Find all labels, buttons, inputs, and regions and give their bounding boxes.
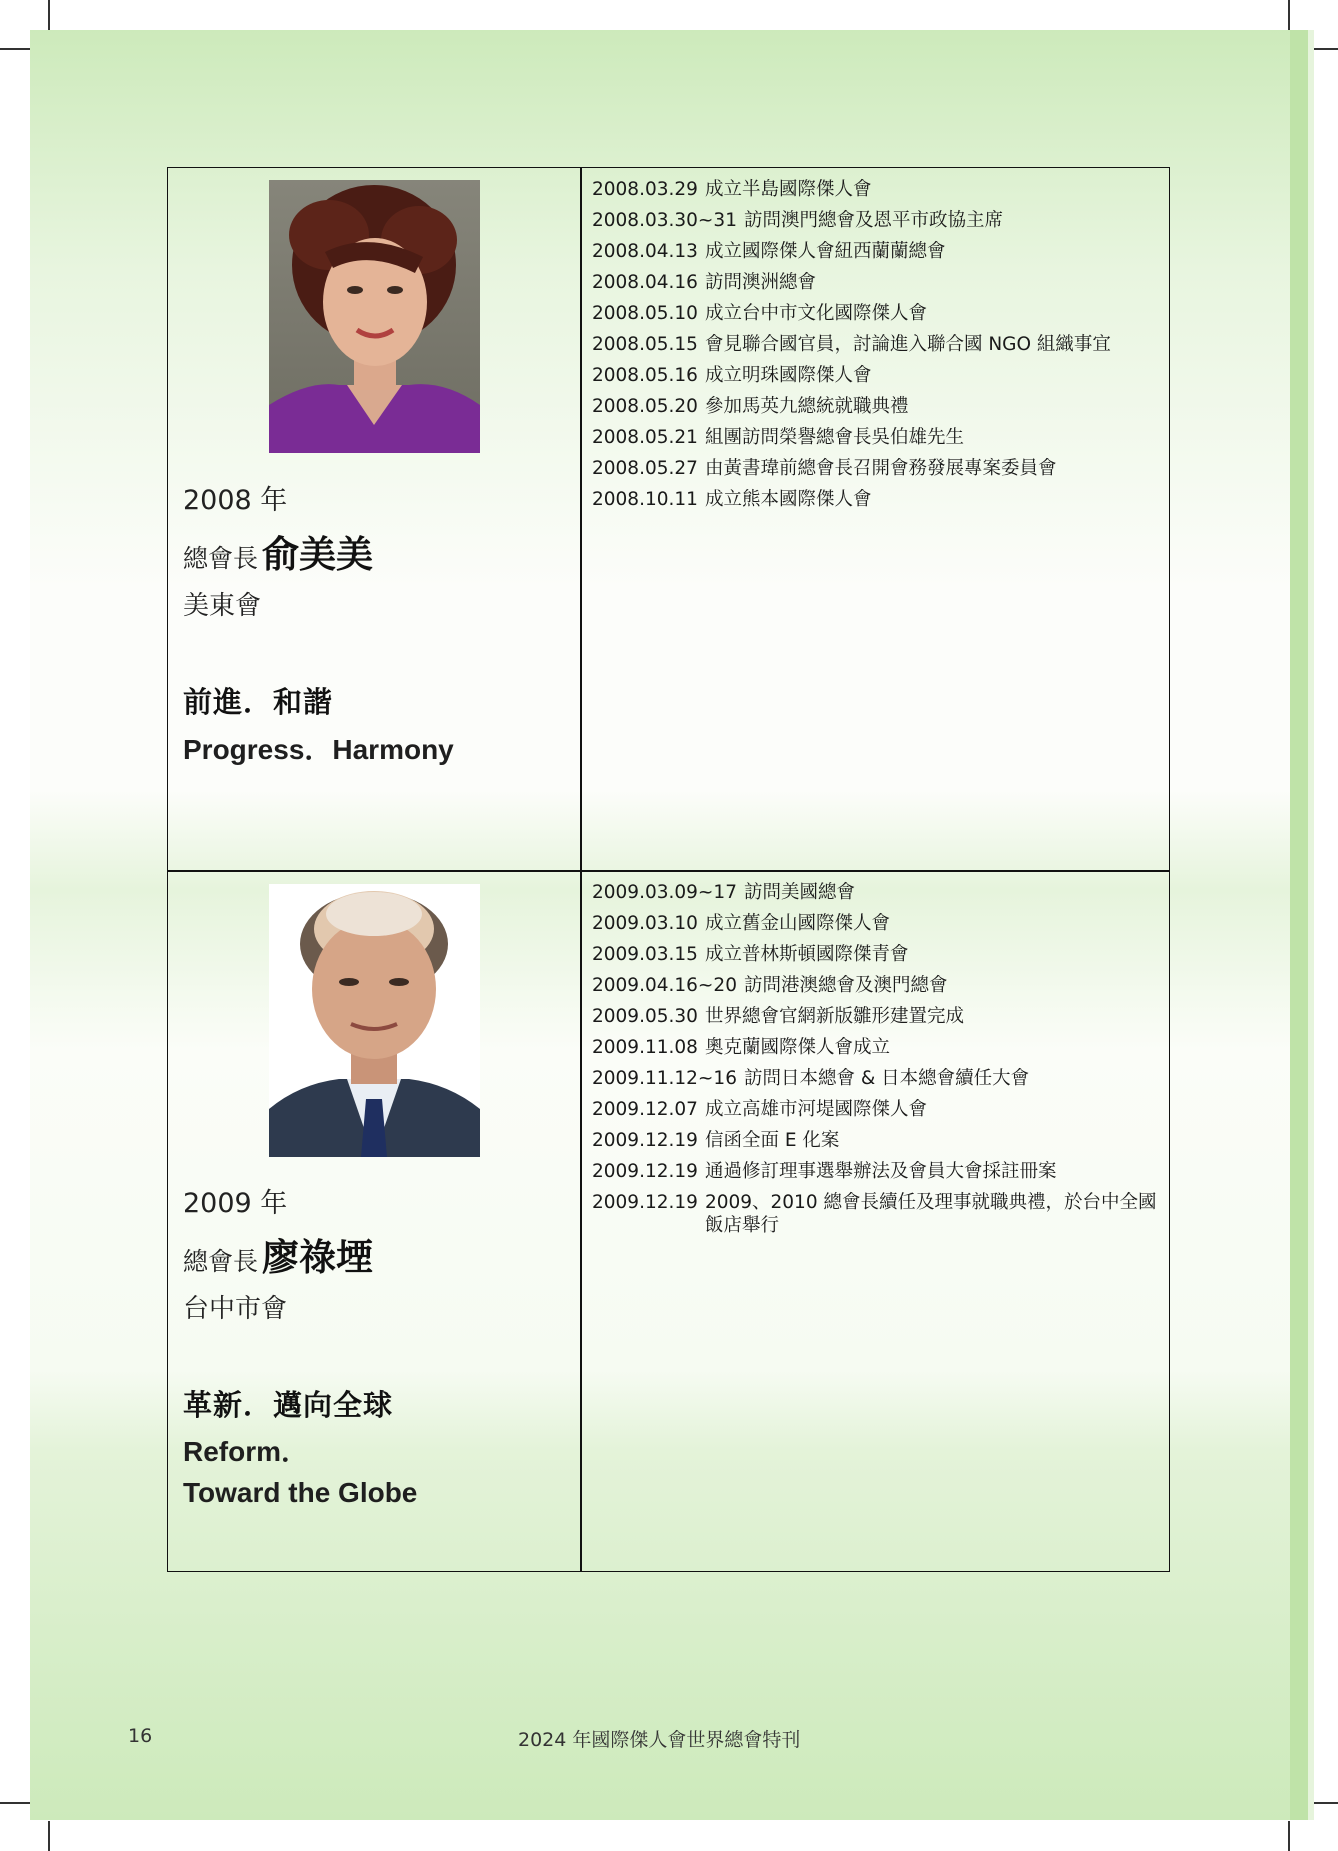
- president-photo: [269, 884, 480, 1157]
- list-item: 2009.12.19 通過修訂理事選舉辦法及會員大會採註冊案: [592, 1161, 1057, 1182]
- crop-mark: [1288, 1821, 1290, 1851]
- publication-title: 2024 年國際傑人會世界總會特刊: [518, 1729, 801, 1751]
- list-item: 2008.05.20 參加馬英九總統就職典禮: [592, 396, 909, 417]
- list-item: 2008.05.16 成立明珠國際傑人會: [592, 365, 872, 386]
- event-list: [592, 881, 1162, 1245]
- motto-english-line1: Reform．: [183, 1436, 310, 1467]
- list-item: 2008.05.15 會見聯合國官員，討論進入聯合國 NGO 組織事宜: [592, 334, 1111, 355]
- crop-mark: [48, 0, 50, 30]
- club-name: 台中市會: [183, 1294, 288, 1324]
- president-line: [183, 524, 373, 578]
- motto-english: Progress．Harmony: [183, 734, 454, 765]
- list-item: 2009.12.19 2009、2010 總會長續任及理事就職典禮，於台中全國飯店舉行: [592, 1192, 1157, 1236]
- term-year: 2008 年: [183, 485, 288, 516]
- list-item: 2008.04.13 成立國際傑人會紐西蘭蘭總會: [592, 241, 946, 262]
- list-item: 2009.05.30 世界總會官網新版雛形建置完成: [592, 1006, 964, 1027]
- list-item: 2008.04.16 訪問澳洲總會: [592, 272, 816, 293]
- list-item: 2008.03.30~31 訪問澳門總會及恩平市政協主席: [592, 210, 1003, 231]
- president-line: [183, 1227, 373, 1281]
- list-item: 2009.03.10 成立舊金山國際傑人會: [592, 913, 890, 934]
- motto-chinese: 革新．邁向全球: [183, 1388, 394, 1422]
- president-name: 俞美美: [262, 533, 374, 576]
- crop-mark: [0, 1802, 30, 1804]
- list-item: 2009.04.16~20 訪問港澳總會及澳門總會: [592, 975, 948, 996]
- list-item: 2009.03.15 成立普林斯頓國際傑青會: [592, 944, 909, 965]
- list-item: 2009.12.07 成立高雄市河堤國際傑人會: [592, 1099, 927, 1120]
- club-name: 美東會: [183, 591, 262, 621]
- crop-mark: [0, 48, 30, 50]
- table-row-divider: [167, 870, 1170, 872]
- president-title-label: 總會長: [183, 544, 259, 573]
- list-item: 2008.10.11 成立熊本國際傑人會: [592, 489, 872, 510]
- page-number: 16: [128, 1725, 153, 1747]
- page-edge-bar: [1290, 30, 1308, 1820]
- crop-mark: [48, 1821, 50, 1851]
- president-name: 廖祿堙: [262, 1236, 374, 1279]
- list-item: 2009.11.08 奧克蘭國際傑人會成立: [592, 1037, 890, 1058]
- list-item: 2008.05.27 由黃書瑋前總會長召開會務發展專案委員會: [592, 458, 1057, 479]
- motto-english-line2: Toward the Globe: [183, 1477, 418, 1508]
- term-year: 2009 年: [183, 1188, 288, 1219]
- list-item: 2008.05.21 組團訪問榮譽總會長吳伯雄先生: [592, 427, 964, 448]
- motto-chinese: 前進．和諧: [183, 685, 334, 719]
- president-photo: [269, 180, 480, 453]
- list-item: 2008.03.29 成立半島國際傑人會: [592, 179, 872, 200]
- list-item: 2008.05.10 成立台中市文化國際傑人會: [592, 303, 927, 324]
- page-edge-bar: [1308, 30, 1314, 1820]
- event-list: [592, 178, 1162, 519]
- list-item: 2009.11.12~16 訪問日本總會 & 日本總會續任大會: [592, 1068, 1030, 1089]
- list-item: 2009.12.19 信函全面 E 化案: [592, 1130, 840, 1151]
- crop-mark: [1288, 0, 1290, 30]
- list-item: 2009.03.09~17 訪問美國總會: [592, 882, 855, 903]
- president-title-label: 總會長: [183, 1247, 259, 1276]
